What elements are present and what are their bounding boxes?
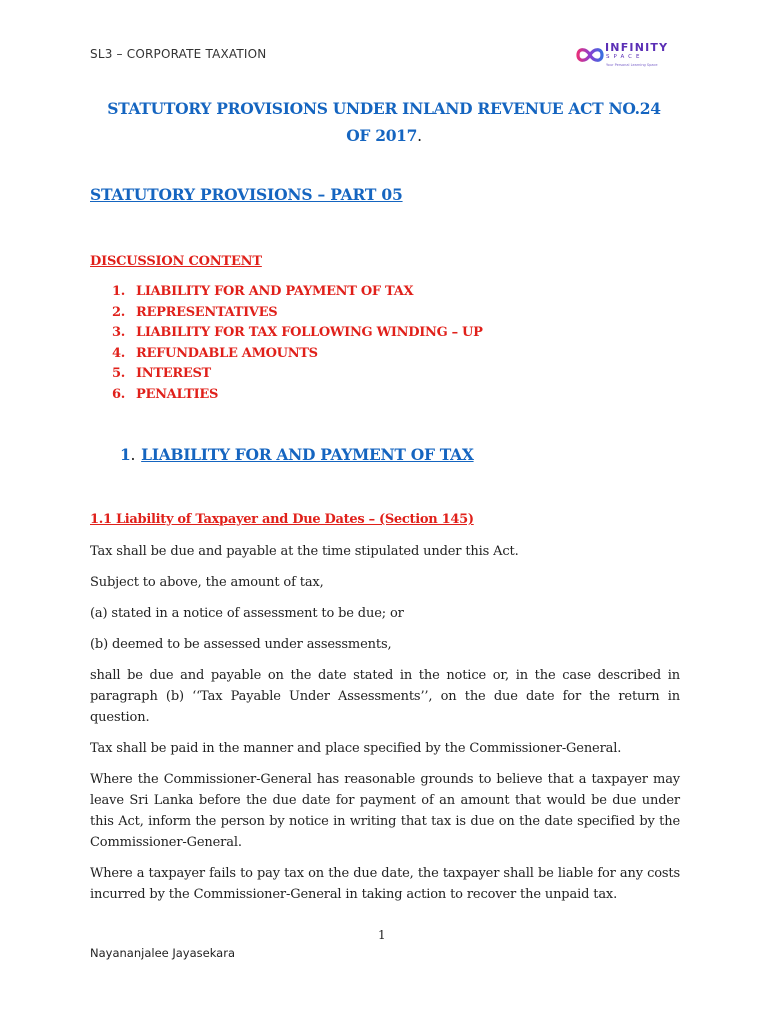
logo-tagline: Your Personal Learning Space	[606, 63, 658, 67]
title-trailing-dot: .	[417, 127, 422, 145]
paragraph: shall be due and payable on the date stated in the notice or, in the case described in paragraph (b) ‘‘Tax Payable Under Assessments’’, on the due date for the return in question.	[90, 668, 680, 725]
list-item	[112, 387, 483, 408]
list-item-label: PENALTIES	[136, 386, 219, 402]
logo-subtext: SPACE	[606, 54, 644, 60]
page-number: 1	[378, 928, 386, 942]
section-number: 1	[120, 445, 131, 464]
footer-author: Nayananjalee Jayasekara	[90, 946, 236, 960]
header-course: SL3 – CORPORATE TAXATION	[90, 47, 267, 61]
title-line-1: STATUTORY PROVISIONS UNDER INLAND REVENUE ACT NO.24	[107, 99, 661, 118]
paragraph: Tax shall be paid in the manner and place specified by the Commissioner-General.	[90, 741, 622, 756]
paragraph: Where a taxpayer fails to pay tax on the due date, the taxpayer shall be liable for any costs incurred by the Commissioner-General in taking action to recover the unpaid tax.	[90, 866, 680, 902]
paragraph: (a) stated in a notice of assessment to be due; or	[90, 606, 404, 621]
discussion-list	[112, 284, 483, 407]
subsection-heading: 1.1 Liability of Taxpayer and Due Dates – (Section 145)	[90, 512, 474, 527]
list-item-label: REFUNDABLE AMOUNTS	[136, 345, 318, 361]
list-item	[112, 284, 483, 305]
paragraph: Tax shall be due and payable at the time stipulated under this Act.	[90, 544, 519, 559]
list-item-number: 2.	[112, 304, 125, 320]
paragraph: Where the Commissioner-General has reasonable grounds to believe that a taxpayer may leave Sri Lanka before the due date for payment of an amount that would be due under this Act, inform the person by notice in writing that tax is due on the date specified by the Commissioner-General.	[90, 772, 680, 850]
title-line-2	[90, 122, 678, 150]
title-year: OF 2017	[346, 126, 418, 145]
list-item	[112, 325, 483, 346]
paragraph: Subject to above, the amount of tax,	[90, 575, 324, 590]
infinity-space-logo	[575, 40, 685, 72]
discussion-heading: DISCUSSION CONTENT	[90, 254, 262, 269]
list-item-label: REPRESENTATIVES	[136, 304, 278, 320]
list-item	[112, 346, 483, 367]
list-item	[112, 305, 483, 326]
logo-text: INFINITY	[605, 41, 669, 54]
list-item-label: LIABILITY FOR AND PAYMENT OF TAX	[136, 284, 414, 299]
list-item	[112, 366, 483, 387]
section-number-dot: .	[130, 446, 136, 464]
list-item-label: LIABILITY FOR TAX FOLLOWING WINDING – UP	[136, 325, 483, 340]
infinity-logo-icon	[575, 43, 605, 67]
list-item-number: 1.	[112, 284, 125, 299]
document-title	[90, 95, 678, 150]
list-item-number: 3.	[112, 325, 125, 340]
part-title: STATUTORY PROVISIONS – PART 05	[90, 185, 403, 204]
list-item-number: 6.	[112, 386, 125, 402]
section-1-heading	[120, 445, 474, 464]
paragraph: (b) deemed to be assessed under assessments,	[90, 637, 392, 652]
list-item-number: 4.	[112, 345, 125, 361]
section-title: LIABILITY FOR AND PAYMENT OF TAX	[141, 445, 474, 464]
list-item-label: INTEREST	[136, 366, 211, 381]
list-item-number: 5.	[112, 366, 125, 381]
